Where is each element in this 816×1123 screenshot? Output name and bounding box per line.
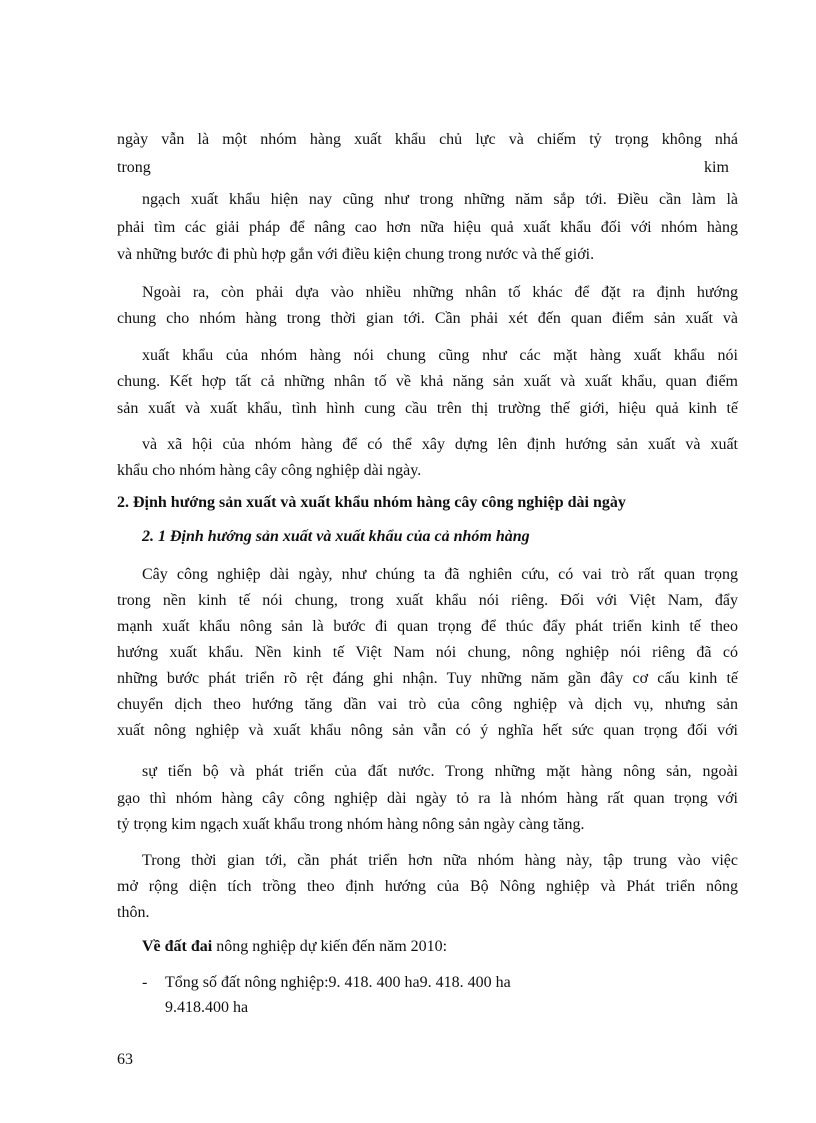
text-line: chuyển dịch theo hướng tăng dần vai trò của công nghiệp và dịch vụ, nhưng sản (117, 696, 738, 713)
text-line: mạnh xuất khẩu nông sản là bước đi quan trọng để thúc đẩy phát triển kinh tế theo (117, 618, 738, 635)
text-line: ngạch xuất khẩu hiện nay cũng như trong những năm sắp tới. Điều cần làm là (142, 191, 738, 208)
bullet-marker: - (142, 974, 148, 991)
text-line: hướng xuất khẩu. Nền kinh tế Việt Nam nói chung, nông nghiệp nói riêng đã có (117, 644, 738, 661)
text-line: trong (117, 159, 151, 176)
text-line: Cây công nghiệp dài ngày, như chúng ta đã nghiên cứu, có vai trò rất quan trọng (142, 566, 738, 583)
land-line (142, 937, 738, 957)
bullet-continuation: 9.418.400 ha (165, 999, 249, 1016)
text-line: khẩu cho nhóm hàng cây công nghiệp dài ngày. (117, 462, 422, 479)
bullet-text: Tổng số đất nông nghiệp:9. 418. 400 ha9. 418. 400 ha (165, 974, 511, 991)
page-number: 63 (117, 1051, 133, 1068)
text-line: Trong thời gian tới, cần phát triển hơn nữa nhóm hàng này, tập trung vào việc (142, 852, 738, 869)
text-line: gạo thì nhóm hàng cây công nghiệp dài ngày tỏ ra là nhóm hàng rất quan trọng với (117, 790, 738, 807)
land-label: Về đất đai (142, 938, 213, 955)
text-line: xuất nông nghiệp và xuất khẩu nông sản vẫn có ý nghĩa hết sức quan trọng đối với (117, 722, 738, 739)
text-line: sản xuất và xuất khẩu, tình hình cung cầu trên thị trường thế giới, hiệu quả kinh tế (117, 400, 738, 417)
subsection-heading: 2. 1 Định hướng sản xuất và xuất khẩu của cả nhóm hàng (142, 528, 530, 545)
text-line: sự tiến bộ và phát triển của đất nước. Trong những mặt hàng nông sản, ngoài (142, 763, 738, 780)
text-line: và xã hội của nhóm hàng để có thể xây dựng lên định hướng sản xuất và xuất (142, 436, 738, 453)
text-line: Ngoài ra, còn phải dựa vào nhiều những nhân tố khác để đặt ra định hướng (142, 284, 738, 301)
text-line: ngày vẫn là một nhóm hàng xuất khẩu chủ lực và chiếm tỷ trọng không nhá (117, 131, 738, 148)
text-line: thôn. (117, 904, 150, 921)
text-line: kim (704, 159, 729, 176)
text-line: xuất khẩu của nhóm hàng nói chung cũng như các mặt hàng xuất khẩu nói (142, 347, 738, 364)
text-line: mở rộng diện tích trồng theo định hướng của Bộ Nông nghiệp và Phát triển nông (117, 878, 738, 895)
land-text: nông nghiệp dự kiến đến năm 2010: (212, 938, 448, 955)
section-heading: 2. Định hướng sản xuất và xuất khẩu nhóm hàng cây công nghiệp dài ngày (117, 494, 626, 511)
text-line: và những bước đi phù hợp gắn với điều kiện chung trong nước và thế giới. (117, 246, 595, 263)
text-line: những bước phát triển rõ rệt đáng ghi nhận. Tuy những năm gần đây cơ cấu kinh tế (117, 670, 738, 687)
text-line: tỷ trọng kim ngạch xuất khẩu trong nhóm hàng nông sản ngày càng tăng. (117, 816, 585, 833)
text-line: chung cho nhóm hàng trong thời gian tới. Cần phải xét đến quan điểm sản xuất và (117, 310, 738, 327)
text-line: trong nền kinh tế nói chung, trong xuất khẩu nói riêng. Đối với Việt Nam, đẩy (117, 592, 738, 609)
text-line: chung. Kết hợp tất cả những nhân tố về khả năng sản xuất và xuất khẩu, quan điểm (117, 373, 738, 390)
text-line: phải tìm các giải pháp để nâng cao hơn nữa hiệu quả xuất khẩu đối với nhóm hàng (117, 219, 738, 236)
